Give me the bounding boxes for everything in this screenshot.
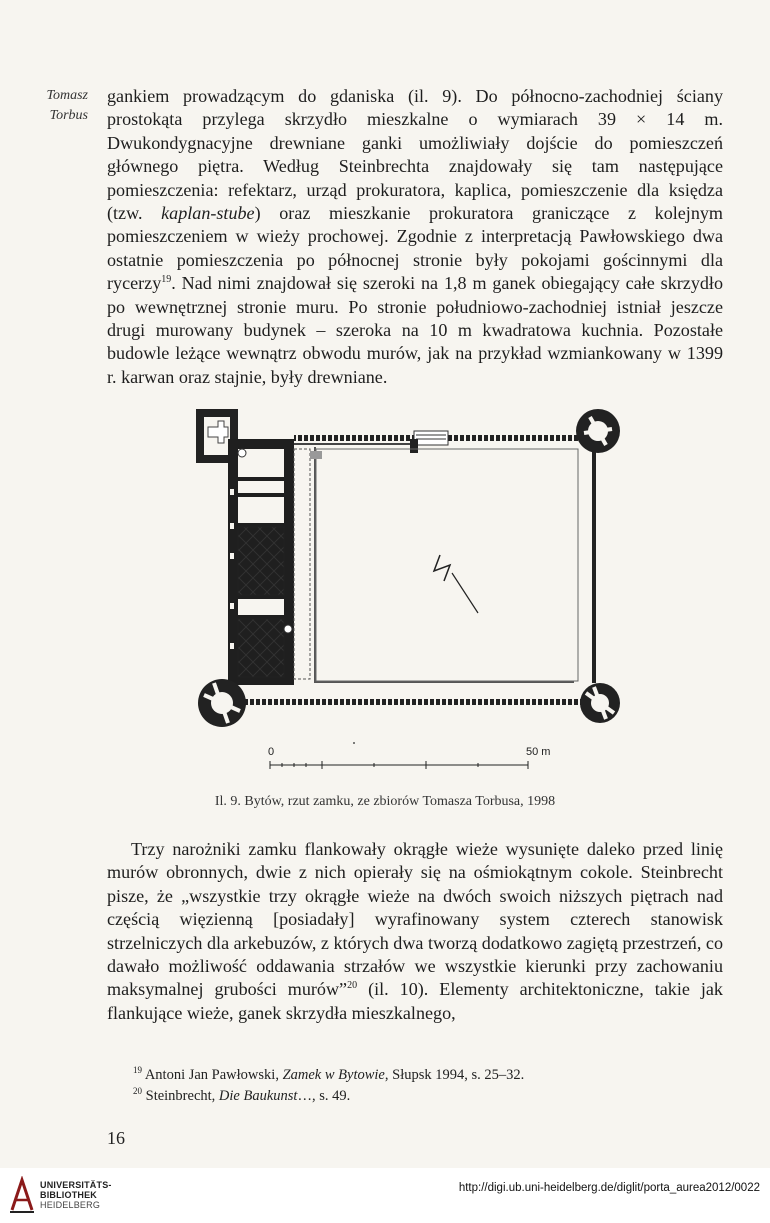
page-number: 16 [107, 1128, 125, 1148]
author-first-name: Tomasz [46, 88, 88, 103]
paragraph-2-text-b: (il. 10). Elementy architektoniczne, takie jak flankujące wieże, ganek skrzydła mieszkalnego, [107, 979, 723, 1023]
footer-bar [0, 1168, 770, 1223]
paragraph-1 [107, 85, 723, 389]
northeast-round-tower [576, 409, 620, 453]
north-arrow [434, 555, 478, 613]
southwest-round-tower [198, 679, 246, 727]
scale-end-label: 50 m [526, 746, 551, 758]
figure-caption: Il. 9. Bytów, rzut zamku, ze zbiorów Tomasza Torbusa, 1998 [214, 794, 556, 809]
southeast-round-tower [580, 683, 620, 723]
footnote-20: $^{20}$ Steinbrecht, Die Baukunst…, s. 49. [133, 1086, 351, 1104]
scale-zero-label: 0 [268, 746, 275, 758]
paragraph-1-italic: kaplan-stube [161, 203, 255, 224]
margin-author [30, 86, 88, 126]
footnote-ref-20[interactable]: 20 [347, 980, 358, 992]
footnotes [133, 1065, 524, 1107]
scale-bar [268, 742, 550, 769]
author-last-name: Torbus [49, 108, 88, 123]
residential-wing [228, 439, 310, 685]
footnote-ref-19[interactable]: 19 [161, 274, 172, 286]
paragraph-2 [107, 838, 723, 1025]
source-url-link[interactable]: http://digi.ub.uni-heidelberg.de/diglit/porta_aurea2012/0022 [458, 1182, 760, 1194]
castle-plan-figure [190, 403, 635, 775]
library-logo-icon [8, 1176, 36, 1214]
paragraph-1-text-c: . Nad nimi znajdował się szeroki na 1,8 m ganek obiegający całe skrzydło po wewnętrznej stronie muru. Po stronie południowo-zachodniej istniał jeszcze drugi murowany budynek – szeroka na 10 m kwadratowa kuchnia. Pozostałe budowle leżące wewnątrz obwodu murów, jak na przykład wzmiankowany w 1399 r. karwan oraz stajnie, były drewniane. [107, 273, 723, 387]
paragraph-1-text-b: ) oraz mieszkanie prokuratora graniczące z kolejnym pomieszczeniem w wieży prochowej. Zgodnie z interpretacją Pawłowskiego dwa ostatnie pomieszczenia po północnej stronie były pokojami gościnnymi dla rycerzy [107, 203, 723, 294]
paragraph-2-text-a: Trzy narożniki zamku flankowały okrągłe wieże wysunięte daleko przed linię murów obronnych, dwie z nich opierały się na ośmiokątnym cokole. Steinbrecht pisze, że „wszystkie trzy okrągłe wieże na dwóch swoich niższych piętrach nad częścią więzienną [posiadały] wyrafinowany system czterech stanowisk strzelniczych dla arkebuzów, z których dwa tworzą dodatkowo zagiętą przestrzeń, co dawało możliwość oddawania strzałów we wszystkie kierunki przy zachowaniu maksymalnej grubości murów” [107, 839, 723, 1000]
library-name: UNIVERSITÄTS- BIBLIOTHEK HEIDELBERG [40, 1180, 112, 1210]
paragraph-1-text-a: gankiem prowadzącym do gdaniska (il. 9). Do północno-zachodniej ściany prostokąta przylega skrzydło mieszkalne o wymiarach 39 × 14 m. Dwukondygnacyjne drewniane ganki umożliwiały dojście do pomieszczeń głównego piętra. Według Steinbrechta znajdowały się tam następujące pomieszczenia: refektarz, urząd prokuratora, kaplica, pomieszczenie dla księdza (tzw. [107, 86, 723, 224]
footnote-19: $^{19}$ Antoni Jan Pawłowski, Zamek w Bytowie, Słupsk 1994, s. 25–32. [133, 1065, 525, 1083]
